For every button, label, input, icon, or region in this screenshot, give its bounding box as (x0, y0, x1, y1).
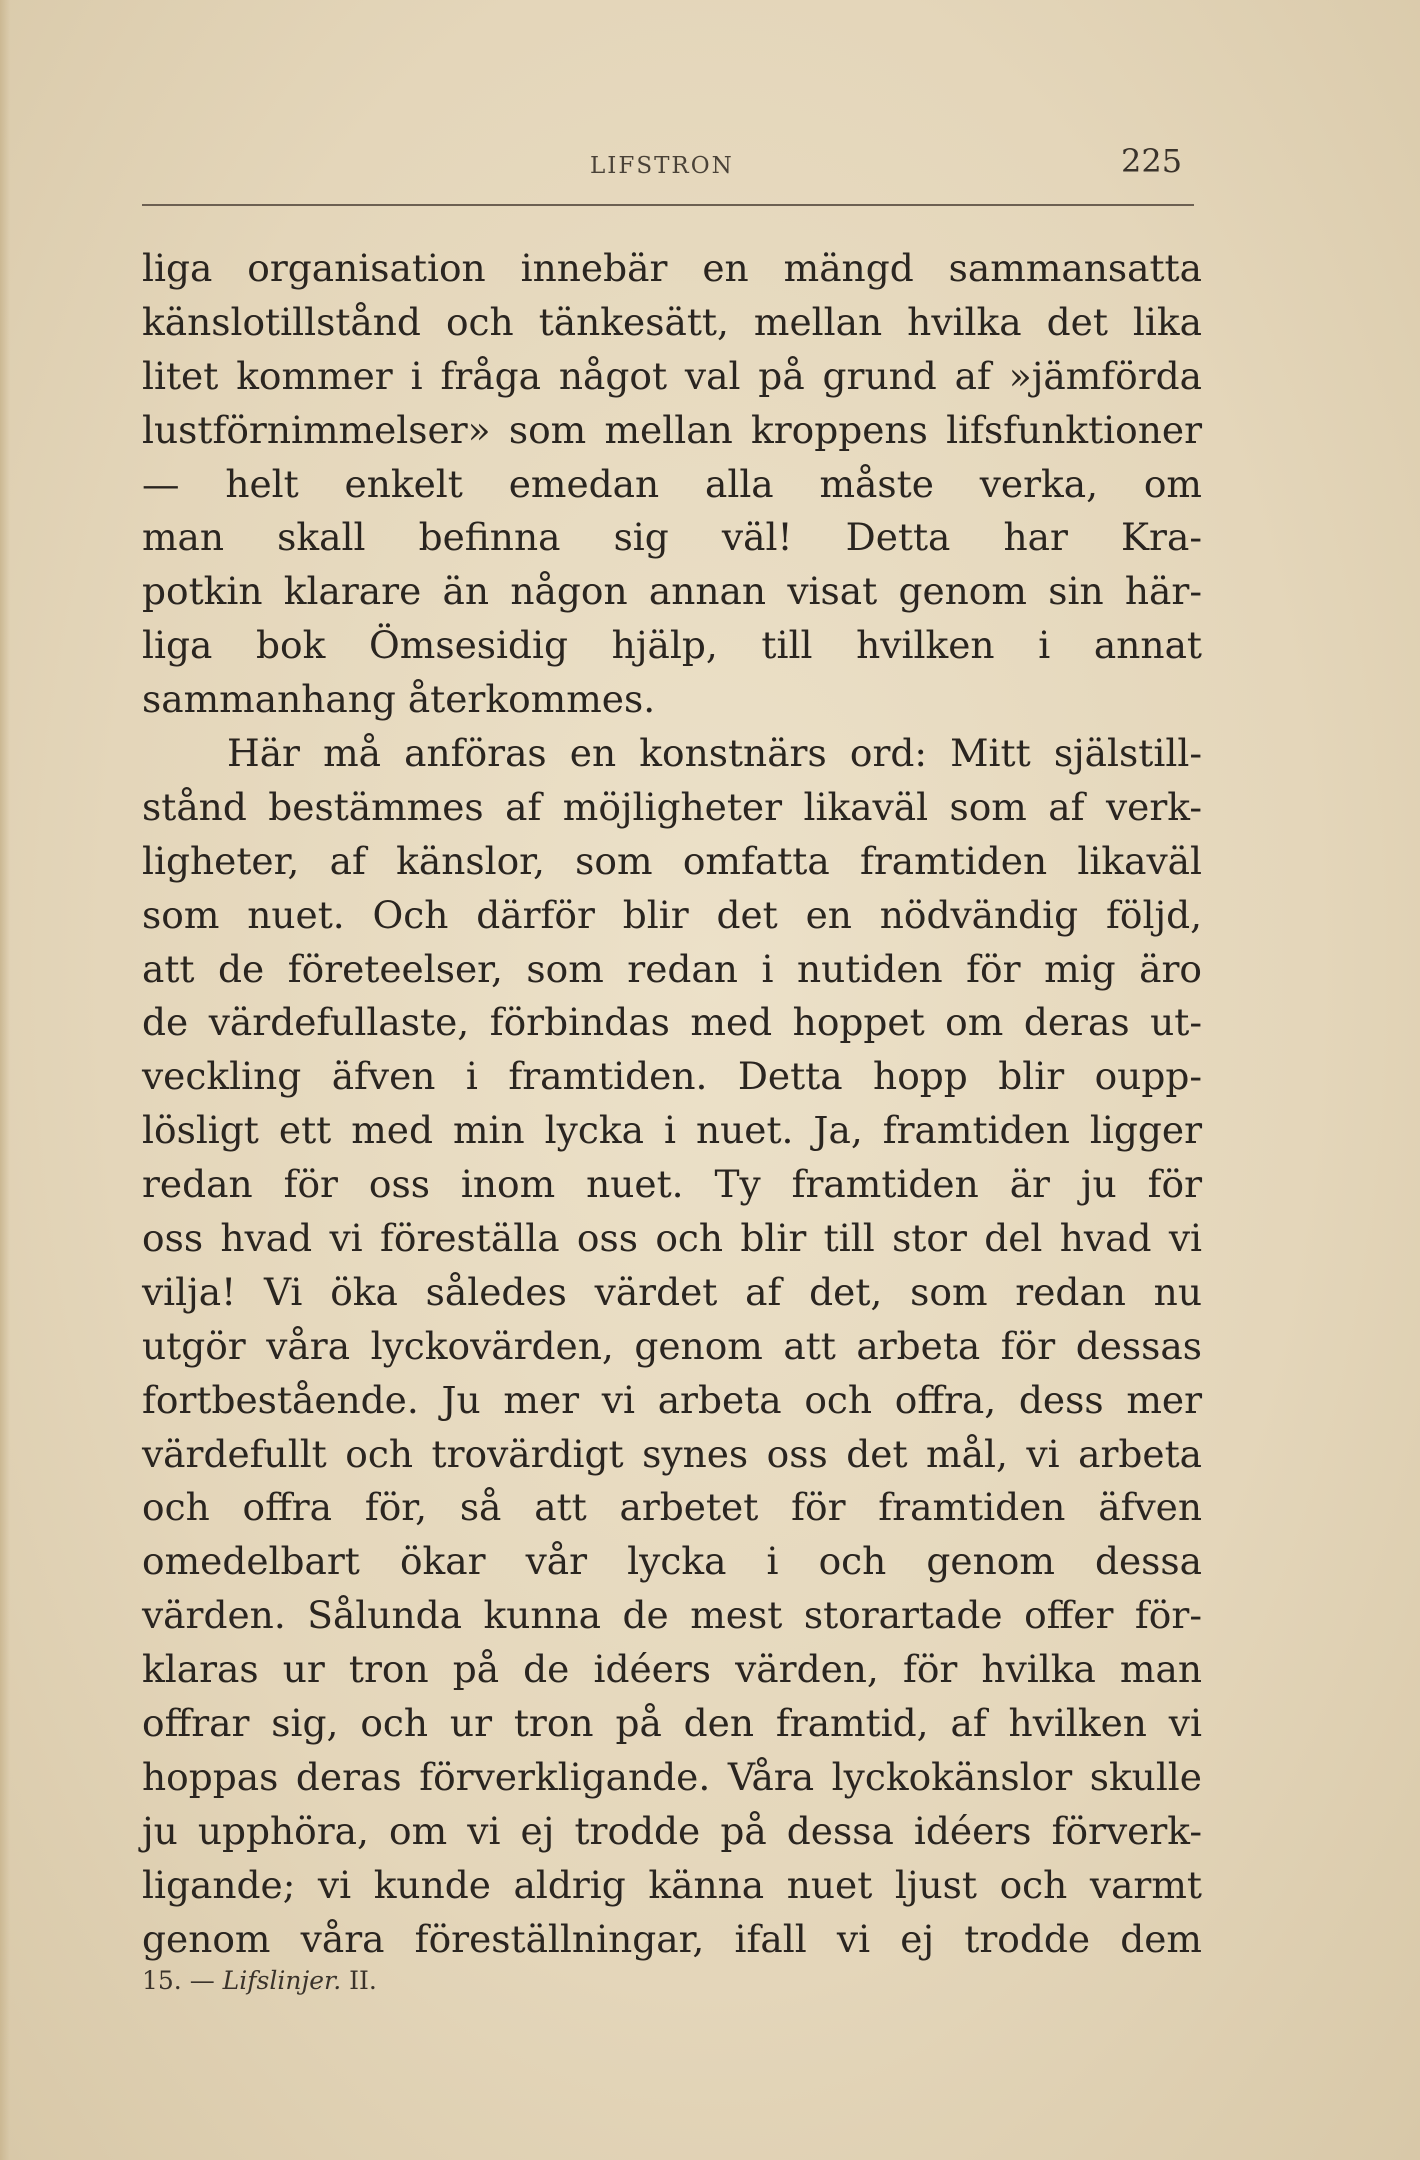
text-line: vilja! Vi öka således värdet af det, som redan nu (142, 1269, 1202, 1314)
text-line: potkin klarare än någon annan visat genom sin här- (142, 569, 1202, 614)
text-line: att de företeelser, som redan i nutiden för mig äro (142, 946, 1202, 991)
text-line: man skall befinna sig väl! Detta har Kra- (142, 515, 1202, 560)
text-line: de värdefullaste, förbindas med hoppet om deras ut- (142, 1000, 1202, 1045)
signature-footer (142, 1966, 377, 1995)
text-line: litet kommer i fråga något val på grund af »jämförda (142, 353, 1202, 398)
text-line: sammanhang återkommes. (142, 677, 656, 722)
text-line: oss hvad vi föreställa oss och blir till stor del hvad vi (142, 1216, 1202, 1261)
page-edge-shadow (0, 0, 10, 2160)
footer-volume: II. (349, 1966, 377, 1995)
text-line: Här må anföras en konstnärs ord: Mitt själstill- (227, 731, 1202, 776)
footer-book-title: Lifslinjer. (222, 1966, 342, 1995)
text-line: ligheter, af känslor, som omfatta framtiden likaväl (142, 838, 1202, 883)
text-line: utgör våra lyckovärden, genom att arbeta för dessas (142, 1323, 1202, 1368)
text-line: — helt enkelt emedan alla måste verka, om (142, 461, 1202, 506)
text-line: värden. Sålunda kunna de mest storartade offer för- (142, 1593, 1202, 1638)
running-title: LIFSTRON (590, 153, 734, 179)
text-line: genom våra föreställningar, ifall vi ej trodde dem (142, 1916, 1202, 1961)
text-line: som nuet. Och därför blir det en nödvändig följd, (142, 892, 1202, 937)
text-line: värdefullt och trovärdigt synes oss det mål, vi arbeta (142, 1431, 1202, 1476)
text-line: lösligt ett med min lycka i nuet. Ja, framtiden ligger (142, 1108, 1202, 1153)
text-line: klaras ur tron på de idéers värden, för hvilka man (142, 1647, 1202, 1692)
text-line: fortbestående. Ju mer vi arbeta och offra, dess mer (142, 1377, 1202, 1422)
text-line: känslotillstånd och tänkesätt, mellan hvilka det lika (142, 299, 1202, 344)
text-line: ligande; vi kunde aldrig känna nuet ljust och varmt (142, 1862, 1202, 1907)
text-line: veckling äfven i framtiden. Detta hopp blir oupp- (142, 1054, 1202, 1099)
page-number: 225 (1121, 142, 1183, 180)
signature-mark: 15. — (142, 1966, 215, 1995)
text-line: offrar sig, och ur tron på den framtid, af hvilken vi (142, 1701, 1202, 1746)
text-line: liga bok Ömsesidig hjälp, till hvilken i annat (142, 623, 1202, 668)
text-line: hoppas deras förverkligande. Våra lyckokänslor skulle (142, 1754, 1202, 1799)
text-line: lustförnimmelser» som mellan kroppens lifsfunktioner (142, 407, 1202, 452)
text-line: omedelbart ökar vår lycka i och genom dessa (142, 1539, 1202, 1584)
body-text (142, 242, 1202, 1967)
text-line: liga organisation innebär en mängd sammansatta (142, 246, 1202, 290)
text-line: redan för oss inom nuet. Ty framtiden är ju för (142, 1162, 1202, 1207)
text-line: stånd bestämmes af möjligheter likaväl som af verk- (142, 784, 1202, 829)
header-rule (142, 204, 1194, 206)
text-line: och offra för, så att arbetet för framtiden äfven (142, 1485, 1202, 1530)
text-line: ju upphöra, om vi ej trodde på dessa idéers förverk- (142, 1808, 1202, 1853)
